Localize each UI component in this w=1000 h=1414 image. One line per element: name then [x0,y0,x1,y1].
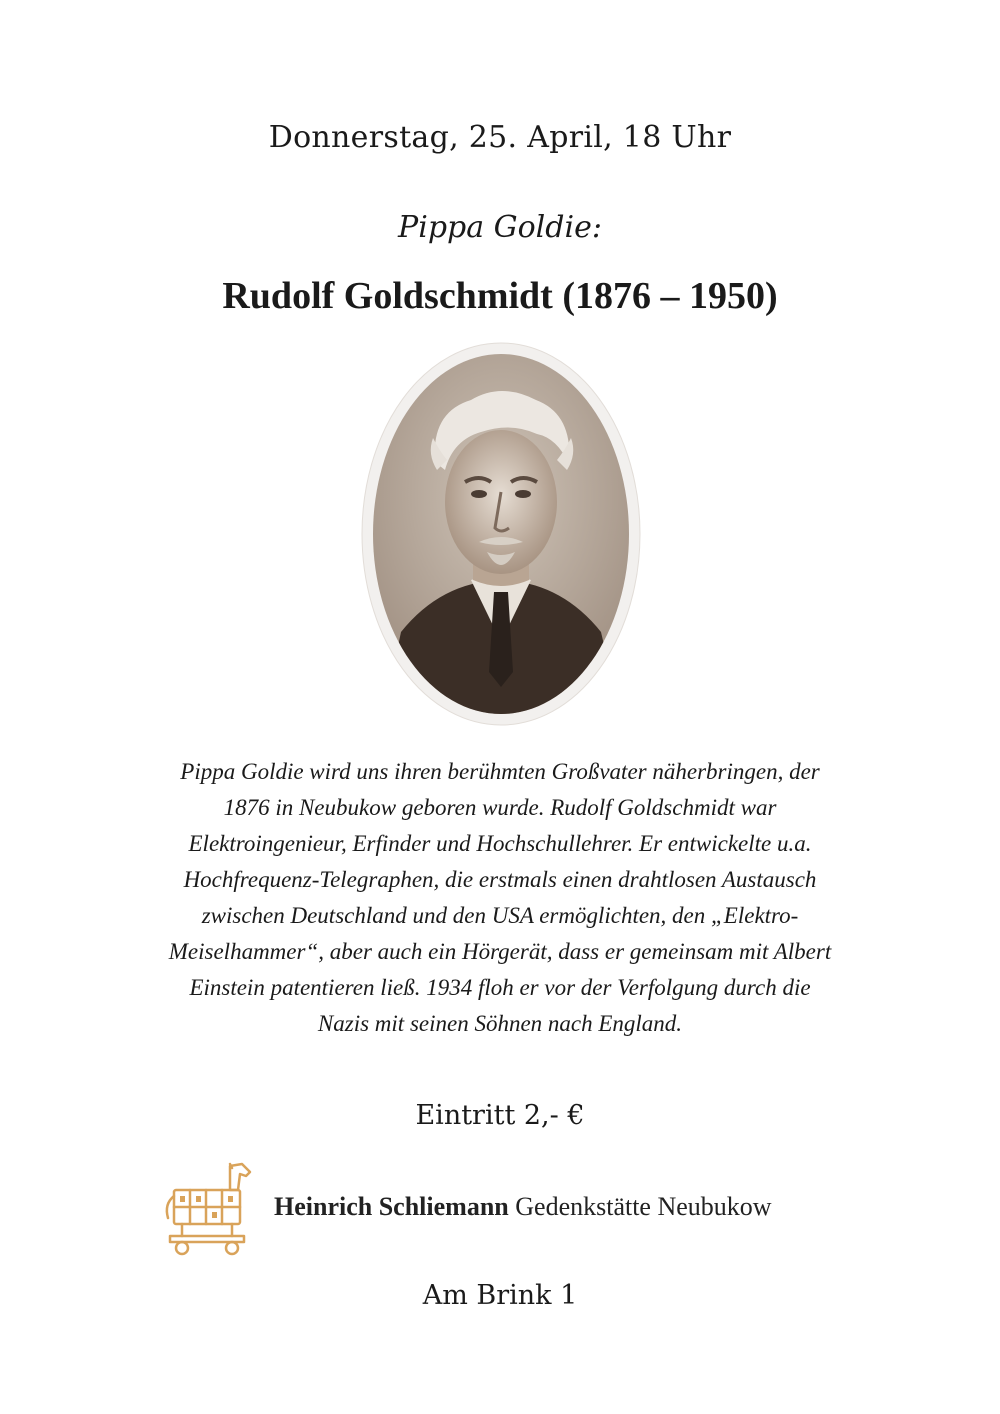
institution-name-bold: Heinrich Schliemann [274,1192,509,1221]
description-line: Meiselhammer“, aber auch ein Hörgerät, dass er gemeinsam mit Albert [168,939,832,964]
trojan-horse-icon [160,1160,260,1256]
event-title: Rudolf Goldschmidt (1876 – 1950) [222,275,778,317]
portrait-photo [361,342,641,727]
admission-price: Eintritt 2,- € [415,1100,585,1131]
event-date: Donnerstag, 25. April, 18 Uhr [268,120,732,155]
description-line: Nazis mit seinen Söhnen nach England. [317,1011,683,1036]
venue-address: Am Brink 1 [422,1280,578,1311]
institution-logo [160,1160,880,1260]
speaker-name: Pippa Goldie: [398,210,602,245]
description-line: Einstein patentieren ließ. 1934 floh er vor der Verfolgung durch die [189,975,811,1000]
institution-name [274,1192,772,1222]
description-line: Pippa Goldie wird uns ihren berühmten Großvater näherbringen, der [180,759,820,784]
portrait-image [361,342,641,727]
event-description [100,754,900,1042]
institution-name-regular: Gedenkstätte Neubukow [508,1192,772,1221]
description-line: Hochfrequenz-Telegraphen, die erstmals einen drahtlosen Austausch [183,867,817,892]
description-line: 1876 in Neubukow geboren wurde. Rudolf Goldschmidt war [223,795,777,820]
description-line: Elektroingenieur, Erfinder und Hochschullehrer. Er entwickelte u.a. [188,831,812,856]
description-line: zwischen Deutschland und den USA ermöglichten, den „Elektro- [201,903,799,928]
